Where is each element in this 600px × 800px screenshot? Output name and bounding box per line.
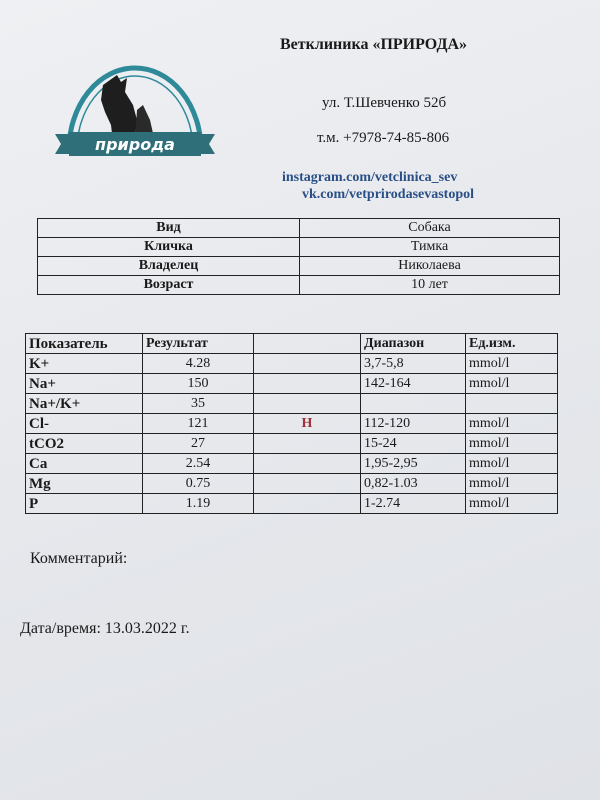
param-cell: K+ (26, 354, 143, 374)
flag-cell: H (254, 414, 361, 434)
comment-label: Комментарий: (30, 550, 128, 567)
result-cell: 35 (143, 394, 254, 414)
unit-cell: mmol/l (466, 454, 558, 474)
value: 10 лет (300, 276, 560, 295)
result-cell: 121 (143, 414, 254, 434)
param-cell: P (26, 494, 143, 514)
unit-cell: mmol/l (466, 474, 558, 494)
unit-cell (466, 394, 558, 414)
flag-cell (254, 354, 361, 374)
label: Кличка (38, 238, 300, 257)
param-cell: tCO2 (26, 434, 143, 454)
value: Тимка (300, 238, 560, 257)
header-cell: Показатель (26, 334, 143, 354)
unit-cell: mmol/l (466, 434, 558, 454)
table-row (26, 414, 558, 434)
unit-cell: mmol/l (466, 494, 558, 514)
flag-cell (254, 454, 361, 474)
param-cell: Na+/K+ (26, 394, 143, 414)
dog-silhouette-icon (101, 75, 137, 142)
label: Вид (38, 219, 300, 238)
result-cell: 0.75 (143, 474, 254, 494)
result-cell: 1.19 (143, 494, 254, 514)
range-cell: 112-120 (361, 414, 466, 434)
range-cell: 0,82-1.03 (361, 474, 466, 494)
table-row (26, 374, 558, 394)
range-cell: 1,95-2,95 (361, 454, 466, 474)
table-row (38, 257, 560, 276)
clinic-logo (55, 50, 215, 165)
table-row (38, 276, 560, 295)
value: Собака (300, 219, 560, 238)
result-cell: 150 (143, 374, 254, 394)
table-row (26, 354, 558, 374)
header-cell: Результат (143, 334, 254, 354)
range-cell: 15-24 (361, 434, 466, 454)
table-row (38, 238, 560, 257)
result-cell: 4.28 (143, 354, 254, 374)
instagram-link[interactable]: instagram.com/vetclinica_sev (282, 170, 458, 185)
range-cell (361, 394, 466, 414)
flag-cell (254, 374, 361, 394)
result-cell: 2.54 (143, 454, 254, 474)
flag-cell (254, 474, 361, 494)
label: Владелец (38, 257, 300, 276)
flag-cell (254, 434, 361, 454)
unit-cell: mmol/l (466, 414, 558, 434)
table-header-row (26, 334, 558, 354)
table-row (26, 454, 558, 474)
flag-cell (254, 394, 361, 414)
header-cell: Ед.изм. (466, 334, 558, 354)
analysis-table (25, 333, 558, 514)
param-cell: Ca (26, 454, 143, 474)
range-cell: 142-164 (361, 374, 466, 394)
result-cell: 27 (143, 434, 254, 454)
patient-info-table (37, 218, 560, 295)
date-label: Дата/время: 13.03.2022 г. (20, 620, 190, 637)
param-cell: Na+ (26, 374, 143, 394)
vk-link[interactable]: vk.com/vetprirodasevastopol (302, 187, 475, 202)
unit-cell: mmol/l (466, 374, 558, 394)
label: Возраст (38, 276, 300, 295)
table-row (26, 494, 558, 514)
table-row (26, 434, 558, 454)
table-row (26, 474, 558, 494)
clinic-address: ул. Т.Шевченко 52б (322, 95, 447, 111)
clinic-phone: т.м. +7978-74-85-806 (317, 130, 450, 146)
svg-text:природа: природа (95, 135, 175, 154)
range-cell: 3,7-5,8 (361, 354, 466, 374)
flag-cell (254, 494, 361, 514)
clinic-name: Ветклиника «ПРИРОДА» (280, 36, 468, 53)
value: Николаева (300, 257, 560, 276)
param-cell: Mg (26, 474, 143, 494)
header-cell: Диапазон (361, 334, 466, 354)
table-row (26, 394, 558, 414)
table-row (38, 219, 560, 238)
unit-cell: mmol/l (466, 354, 558, 374)
range-cell: 1-2.74 (361, 494, 466, 514)
header-cell (254, 334, 361, 354)
param-cell: Cl- (26, 414, 143, 434)
